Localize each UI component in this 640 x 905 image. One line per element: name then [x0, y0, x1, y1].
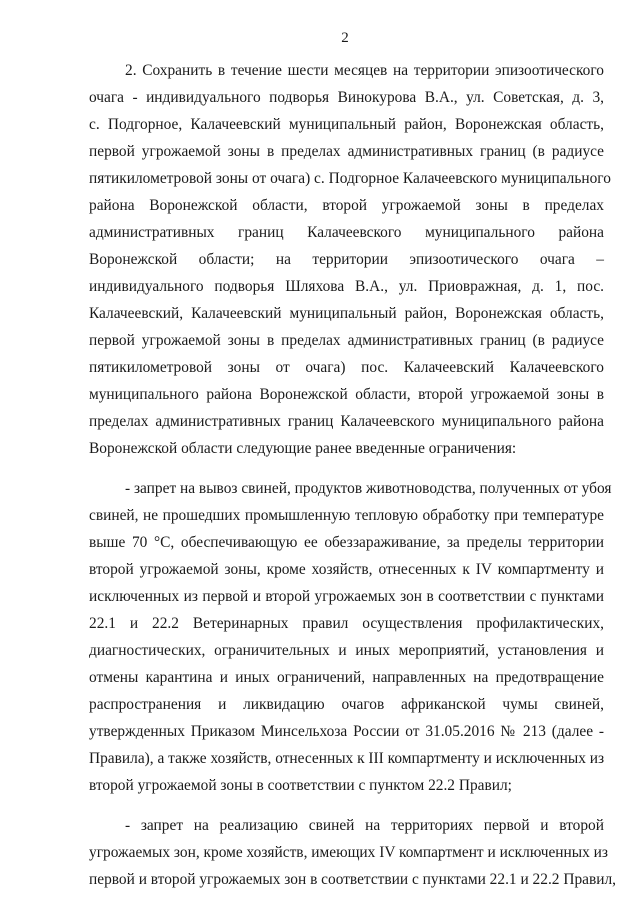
text-line: исключенных из первой и второй угрожаемых зон в соответствии с пунктами [89, 588, 604, 605]
text-line: Воронежской области следующие ранее введенные ограничения: [89, 440, 517, 457]
text-line: индивидуального подворья Шляхова В.А., ул. Приовражная, д. 1, пос. [89, 278, 604, 295]
text-line: административных границ Калачеевского муниципального района [89, 224, 604, 241]
text-line: выше 70 °С, обеспечивающую ее обеззараживание, за пределы территории [89, 534, 604, 551]
text-line: - запрет на реализацию свиней на территориях первой и второй [125, 817, 604, 834]
text-line: второй угрожаемой зоны, кроме хозяйств, отнесенных к IV компартменту и [89, 561, 604, 578]
text-line: свиней, не прошедших промышленную тепловую обработку при температуре [89, 507, 604, 524]
text-line: отмены карантина и иных ограничений, направленных на предотвращение [89, 669, 604, 686]
text-line: распространения и ликвидацию очагов африканской чумы свиней, [89, 696, 604, 713]
text-line: Воронежской области; на территории эпизоотического очага – [89, 251, 604, 268]
text-line: - запрет на вывоз свиней, продуктов животноводства, полученных от убоя [125, 480, 612, 497]
text-line: первой угрожаемой зоны в пределах административных границ (в радиусе [89, 332, 604, 349]
text-line: пятикилометровой зоны от очага) пос. Калачеевский Калачеевского [89, 359, 604, 376]
text-line: второй угрожаемой зоны в соответствии с пунктом 22.2 Правил; [89, 777, 512, 794]
text-line: угрожаемых зон, кроме хозяйств, имеющих IV компартмент и исключенных из [89, 844, 608, 861]
text-line: пятикилометровой зоны от очага) с. Подгорное Калачеевского муниципального [89, 170, 611, 187]
text-line: района Воронежской области, второй угрожаемой зоны в пределах [89, 197, 604, 214]
text-line: Правила), а также хозяйств, отнесенных к III компартменту и исключенных из [89, 750, 605, 767]
text-line: очага - индивидуального подворья Винокурова В.А., ул. Советская, д. 3, [89, 89, 604, 106]
text-line: муниципального района Воронежской области, второй угрожаемой зоны в [89, 386, 604, 403]
page-number: 2 [341, 30, 349, 46]
text-line: первой угрожаемой зоны в пределах административных границ (в радиусе [89, 143, 604, 160]
text-line: 2. Сохранить в течение шести месяцев на территории эпизоотического [125, 62, 604, 79]
text-line: с. Подгорное, Калачеевский муниципальный район, Воронежская область, [89, 116, 604, 133]
text-line: утвержденных Приказом Минсельхоза России от 31.05.2016 № 213 (далее - [89, 723, 604, 740]
text-line: пределах административных границ Калачеевского муниципального района [89, 413, 604, 430]
text-line: первой и второй угрожаемых зон в соответствии с пунктами 22.1 и 22.2 Правил, [89, 871, 617, 888]
text-line: Калачеевский, Калачеевский муниципальный район, Воронежская область, [89, 305, 604, 322]
text-line: диагностических, ограничительных и иных мероприятий, установления и [89, 642, 604, 659]
text-line: 22.1 и 22.2 Ветеринарных правил осуществления профилактических, [89, 615, 604, 632]
